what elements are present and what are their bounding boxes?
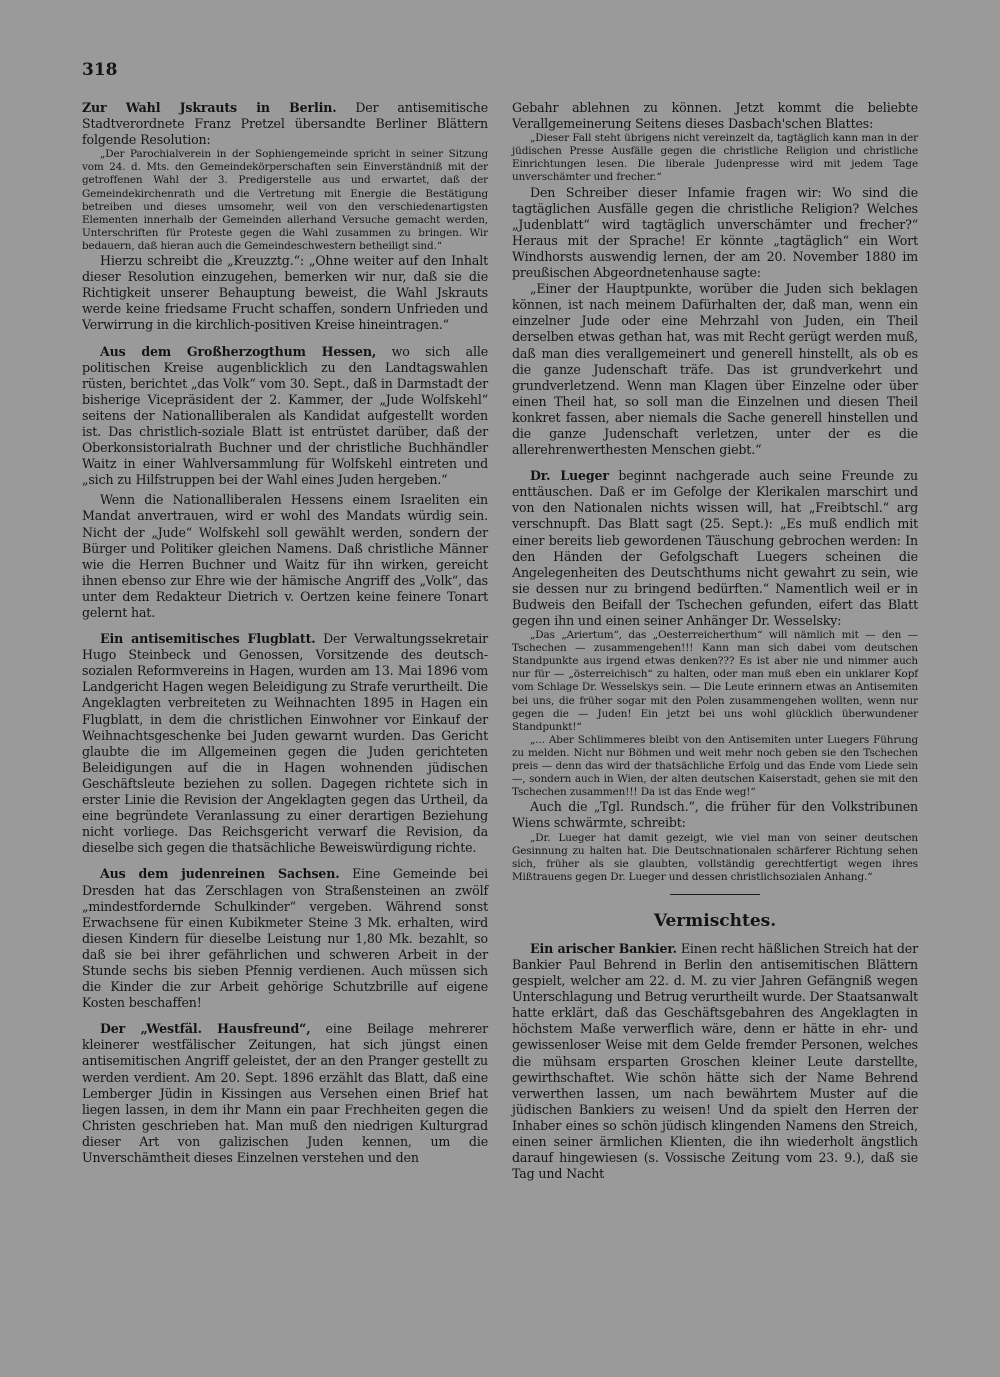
article-bankier (512, 941, 918, 1182)
article-text: Der antisemitische Stadtverordnete Franz Pretzel übersandte Berliner Blättern folgende Resolution: (82, 100, 489, 148)
article-paragraph: Wenn die Nationalliberalen Hessens einem Israeliten ein Mandat anvertrauen, wird er wohl des Mandats würdig sein. Nicht der „Jude“ Wolfskehl soll gewählt werden, sondern der Bürger und Politiker gleichen Namens. Daß christliche Männer wie die Herren Buchner und Waitz für ihn wirken, gereicht ihnen ebenso zur Ehre wie der hämische Angriff des „Volk“, das unter dem Redakteur Dietrich v. Oertzen keine feinere Tonart gelernt hat. (82, 492, 488, 620)
article-hessen (82, 344, 488, 489)
section-divider (670, 894, 760, 895)
article-text: Eine Gemeinde bei Dresden hat das Zerschlagen von Straßensteinen an zwölf „mindestfordernde Schulkinder“ vergeben. Während sonst Erwachsene für einen Kubikmeter Steine 3 Mk. erhalten, wird diesen Kindern für dieselbe Leistung nur 1,80 Mk. bezahlt, so daß sie bei ihrer gefährlichen und schweren Arbeit in der Stunde sechs bis sieben Pfennig verdienen. Auch müssen sich die Kinder die zur Arbeit gehörige Schutzbrille auf eigene Kosten beschaffen! (82, 866, 488, 1011)
section-title: Vermischtes. (653, 910, 777, 931)
freibtschl-quote-2: „... Aber Schlimmeres bleibt von den Antisemiten unter Luegers Führung zu melden. Nicht nur Böhmen und weit mehr noch geben sie den Tschechen preis — denn das wird der thatsächliche Erfolg und das Ende vom Liede sein —, sondern auch in Wien, der alten deutschen Kaiserstadt, gehen sie mit den Tschechen zusammen!!! Da ist das Ende weg!“ (512, 733, 918, 799)
article-text: eine Beilage mehrerer kleinerer westfälischer Zeitungen, hat sich jüngst einen antisemitischen Angriff geleistet, der an den Pranger gestellt zu werden verdient. Am 20. Sept. 1896 erzählt das Blatt, daß eine Lemberger Jüdin in Kissingen aus Versehen einen Brief hat liegen lassen, in dem ihr Mann ein paar Frechheiten gegen die Christen geschrieben hat. Man muß den niedrigen Kulturgrad dieser Art von galizischen Juden kennen, um die Unverschämtheit dieses Einzelnen verstehen und den (82, 1021, 488, 1165)
article-wahl-jskraut (82, 100, 488, 148)
left-column (82, 100, 488, 1166)
rundschau-quote: „Dr. Lueger hat damit gezeigt, wie viel man von seiner deutschen Gesinnung zu halten hat. Die Deutschnationalen schärferer Richtung sehen sich, früher als sie glaubten, vollständig gerechtfertigt wegen ihres Mißtrauens gegen Dr. Lueger und dessen christlichsozialen Anhang.“ (512, 831, 918, 883)
article-text: beginnt nachgerade auch seine Freunde zu enttäuschen. Daß er im Gefolge der Klerikalen marschirt und von den Nationalen nichts wissen will, hat „Freibtschl.“ arg verschnupft. Das Blatt sagt (25. Sept.): „Es muß endlich mit einer bereits lieb gewordenen Täuschung gebrochen werden: In den Händen der Gefolgschaft Luegers scheinen die Angelegenheiten des Deutschthums nicht gewahrt zu sein, wie sie dessen nur zu bringend bedürften.“ Namentlich weil er in Budweis den Beifall der Tschechen gefunden, eifert das Blatt gegen ihn und einen seiner Anhänger Dr. Wesselsky: (512, 468, 918, 628)
article-paragraph: Den Schreiber dieser Infamie fragen wir: Wo sind die tagtäglichen Ausfälle gegen die christliche Religion? Welches „Judenblatt“ wird tagtäglich unverschämter und frecher?“ Heraus mit der Sprache! Er könnte „tagtäglich“ ein Wort Windhorsts auswendig lernen, der am 20. November 1880 im preußischen Abgeordnetenhause sagte: (512, 184, 918, 281)
page-number: 318 (82, 60, 118, 80)
article-text: wo sich alle politischen Kreise augenblicklich zu den Landtagswahlen rüsten, berichtet „das Volk“ vom 30. Sept., daß in Darmstadt der bisherige Vicepräsident der 2. Kammer, der „Jude Wolfskehl“ seitens der Nationalliberalen als Kandidat aufgestellt worden ist. Das christlich-soziale Blatt ist entrüstet darüber, daß der Oberkonsistorialrath Buchner und der christliche Buchhändler Waitz in einer Wahlversammlung für Wolfskehl eintreten und „sich zu Hilfstruppen bei der Wahl eines Juden hergeben.“ (82, 343, 489, 488)
freibtschl-quote: „Das „Ariertum“, das „Oesterreicherthum“ will nämlich mit — den — Tschechen — zusammengehen!!! Kann man sich dabei vom deutschen Standpunkte aus irgend etwas denken??? Es ist aber nie und nimmer auch nur für — „österreichisch“ zu halten, oder man muß eben ein unklarer Kopf vom Schlage Dr. Wesselskys sein. — Die Leute erinnern etwas an Antisemiten bei uns, die früher sogar mit den Polen zusammengehen wollten, wenn nur gegen die — Juden! Ein jetzt bei uns wohl glücklich überwundener Standpunkt!“ (512, 629, 918, 733)
article-heading: Aus dem judenreinen Sachsen. (100, 866, 340, 882)
windthorst-quote: „Einer der Hauptpunkte, worüber die Juden sich beklagen können, ist nach meinem Dafürhalten der, daß man, wenn ein einzelner Jude oder eine Mehrzahl von Juden, ein Theil derselben etwas gethan hat, was mit Recht gerügt werden muß, daß man dies verallgemeinert und generell hinstellt, als ob es die ganze Judenschaft träfe. Das ist grundverkehrt und grundverletzend. Wenn man Klagen über Einzelne oder über einen Theil hat, so soll man die Einzelnen und diesen Theil konkret fassen, aber niemals die Sache generell hinstellen und die ganze Judenschaft verletzen, unter der es die allerehrenwerthesten Menschen giebt.“ (512, 281, 918, 458)
article-heading: Ein arischer Bankier. (530, 940, 677, 956)
article-lueger (512, 468, 918, 629)
dasbach-quote: „Dieser Fall steht übrigens nicht vereinzelt da, tagtäglich kann man in der jüdischen Presse Ausfälle gegen die christliche Religion und christliche Einrichtungen lesen. Die liberale Judenpresse wird mit jedem Tage unverschämter und frecher.“ (512, 132, 918, 184)
right-column (512, 100, 918, 1182)
article-heading: Der „Westfäl. Hausfreund“, (100, 1021, 311, 1037)
article-text: Einen recht häßlichen Streich hat der Bankier Paul Behrend in Berlin den antisemitischen Blättern gespielt, welcher am 22. d. M. zu vier Jahren Gefängniß wegen Unterschlagung und Betrug verurtheilt wurde. Der Staatsanwalt hatte erklärt, daß das Geschäftsgebahren des Angeklagten in höchstem Maße verwerflich wäre, denn er hätte in ehr- und gewissenloser Weise mit dem Gelde fremder Personen, welches die mühsam ersparten Groschen kleiner Leute darstellte, gewirthschaftet. Wie schön hätte sich der Name Behrend verwerthen lassen, um nach bewährtem Muster auf die jüdischen Bankiers zu weisen! Und da spielt den Herren der Inhaber eines so schön jüdisch klingenden Namens den Streich, einen seiner ärmlichen Klienten, die ihn wiederholt ängstlich darauf hingewiesen (s. Vossische Zeitung vom 23. 9.), daß sie Tag und Nacht (512, 940, 918, 1182)
resolution-quote: „Der Parochialverein in der Sophiengemeinde spricht in seiner Sitzung vom 24. d. Mts. den Gemeindekörperschaften sein Einverständniß mit der getroffenen Wahl der 3. Predigerstelle aus und erwartet, daß der Gemeindekirchenrath und die Vertretung mit Energie die Bestätigung betreiben und dieses umsomehr, weil von den verschiedenartigsten Elementen innerhalb der Gemeinden allerhand Versuche gemacht werden, Unterschriften für Proteste gegen die Wahl zusammen zu bringen. Wir bedauern, daß hieran auch die Gemeindeschwestern betheiligt sind.“ (82, 148, 488, 252)
article-heading: Zur Wahl Jskrauts in Berlin. (82, 100, 337, 115)
article-continuation: Gebahr ablehnen zu können. Jetzt kommt die beliebte Verallgemeinerung Seitens dieses Dasbach'schen Blattes: (512, 100, 918, 132)
article-heading: Aus dem Großherzogthum Hessen, (100, 343, 377, 359)
article-heading: Dr. Lueger (530, 468, 609, 484)
article-sachsen (82, 866, 488, 1011)
article-paragraph: Hierzu schreibt die „Kreuzztg.“: „Ohne weiter auf den Inhalt dieser Resolution einzugehen, bemerken wir nur, daß sie die Richtigkeit unserer Behauptung beweist, die Wahl Jskrauts werde keine friedsame Frucht schaffen, sondern Unfrieden und Verwirrung in die kirchlich-positiven Kreise hineintragen.“ (82, 253, 488, 333)
article-hausfreund (82, 1021, 488, 1166)
article-paragraph: Auch die „Tgl. Rundsch.“, die früher für den Volkstribunen Wiens schwärmte, schreibt: (512, 799, 918, 831)
article-flugblatt (82, 631, 488, 856)
article-text: Der Verwaltungssekretair Hugo Steinbeck und Genossen, Vorsitzende des deutsch-sozialen Reformvereins in Hagen, wurden am 13. Mai 1896 vom Landgericht Hagen wegen Beleidigung zu Strafe verurtheilt. Die Angeklagten verbreiteten zu Weihnachten 1895 in Hagen ein Flugblatt, in dem die christlichen Einwohner vor Einkauf der Weihnachtsgeschenke bei Juden gewarnt wurden. Das Gericht glaubte die im Allgemeinen gegen die Juden gerichteten Beleidigungen auf die in Hagen wohnenden jüdischen Geschäftsleute beziehen zu sollen. Dagegen richtete sich in erster Linie die Revision der Angeklagten gegen das Urtheil, da eine begründete Veranlassung zu einer derartigen Beziehung nicht vorliege. Das Reichsgericht verwarf die Revision, da dieselbe sich gegen die thatsächliche Beweiswürdigung richte. (82, 631, 488, 856)
article-heading: Ein antisemitisches Flugblatt. (100, 631, 316, 647)
